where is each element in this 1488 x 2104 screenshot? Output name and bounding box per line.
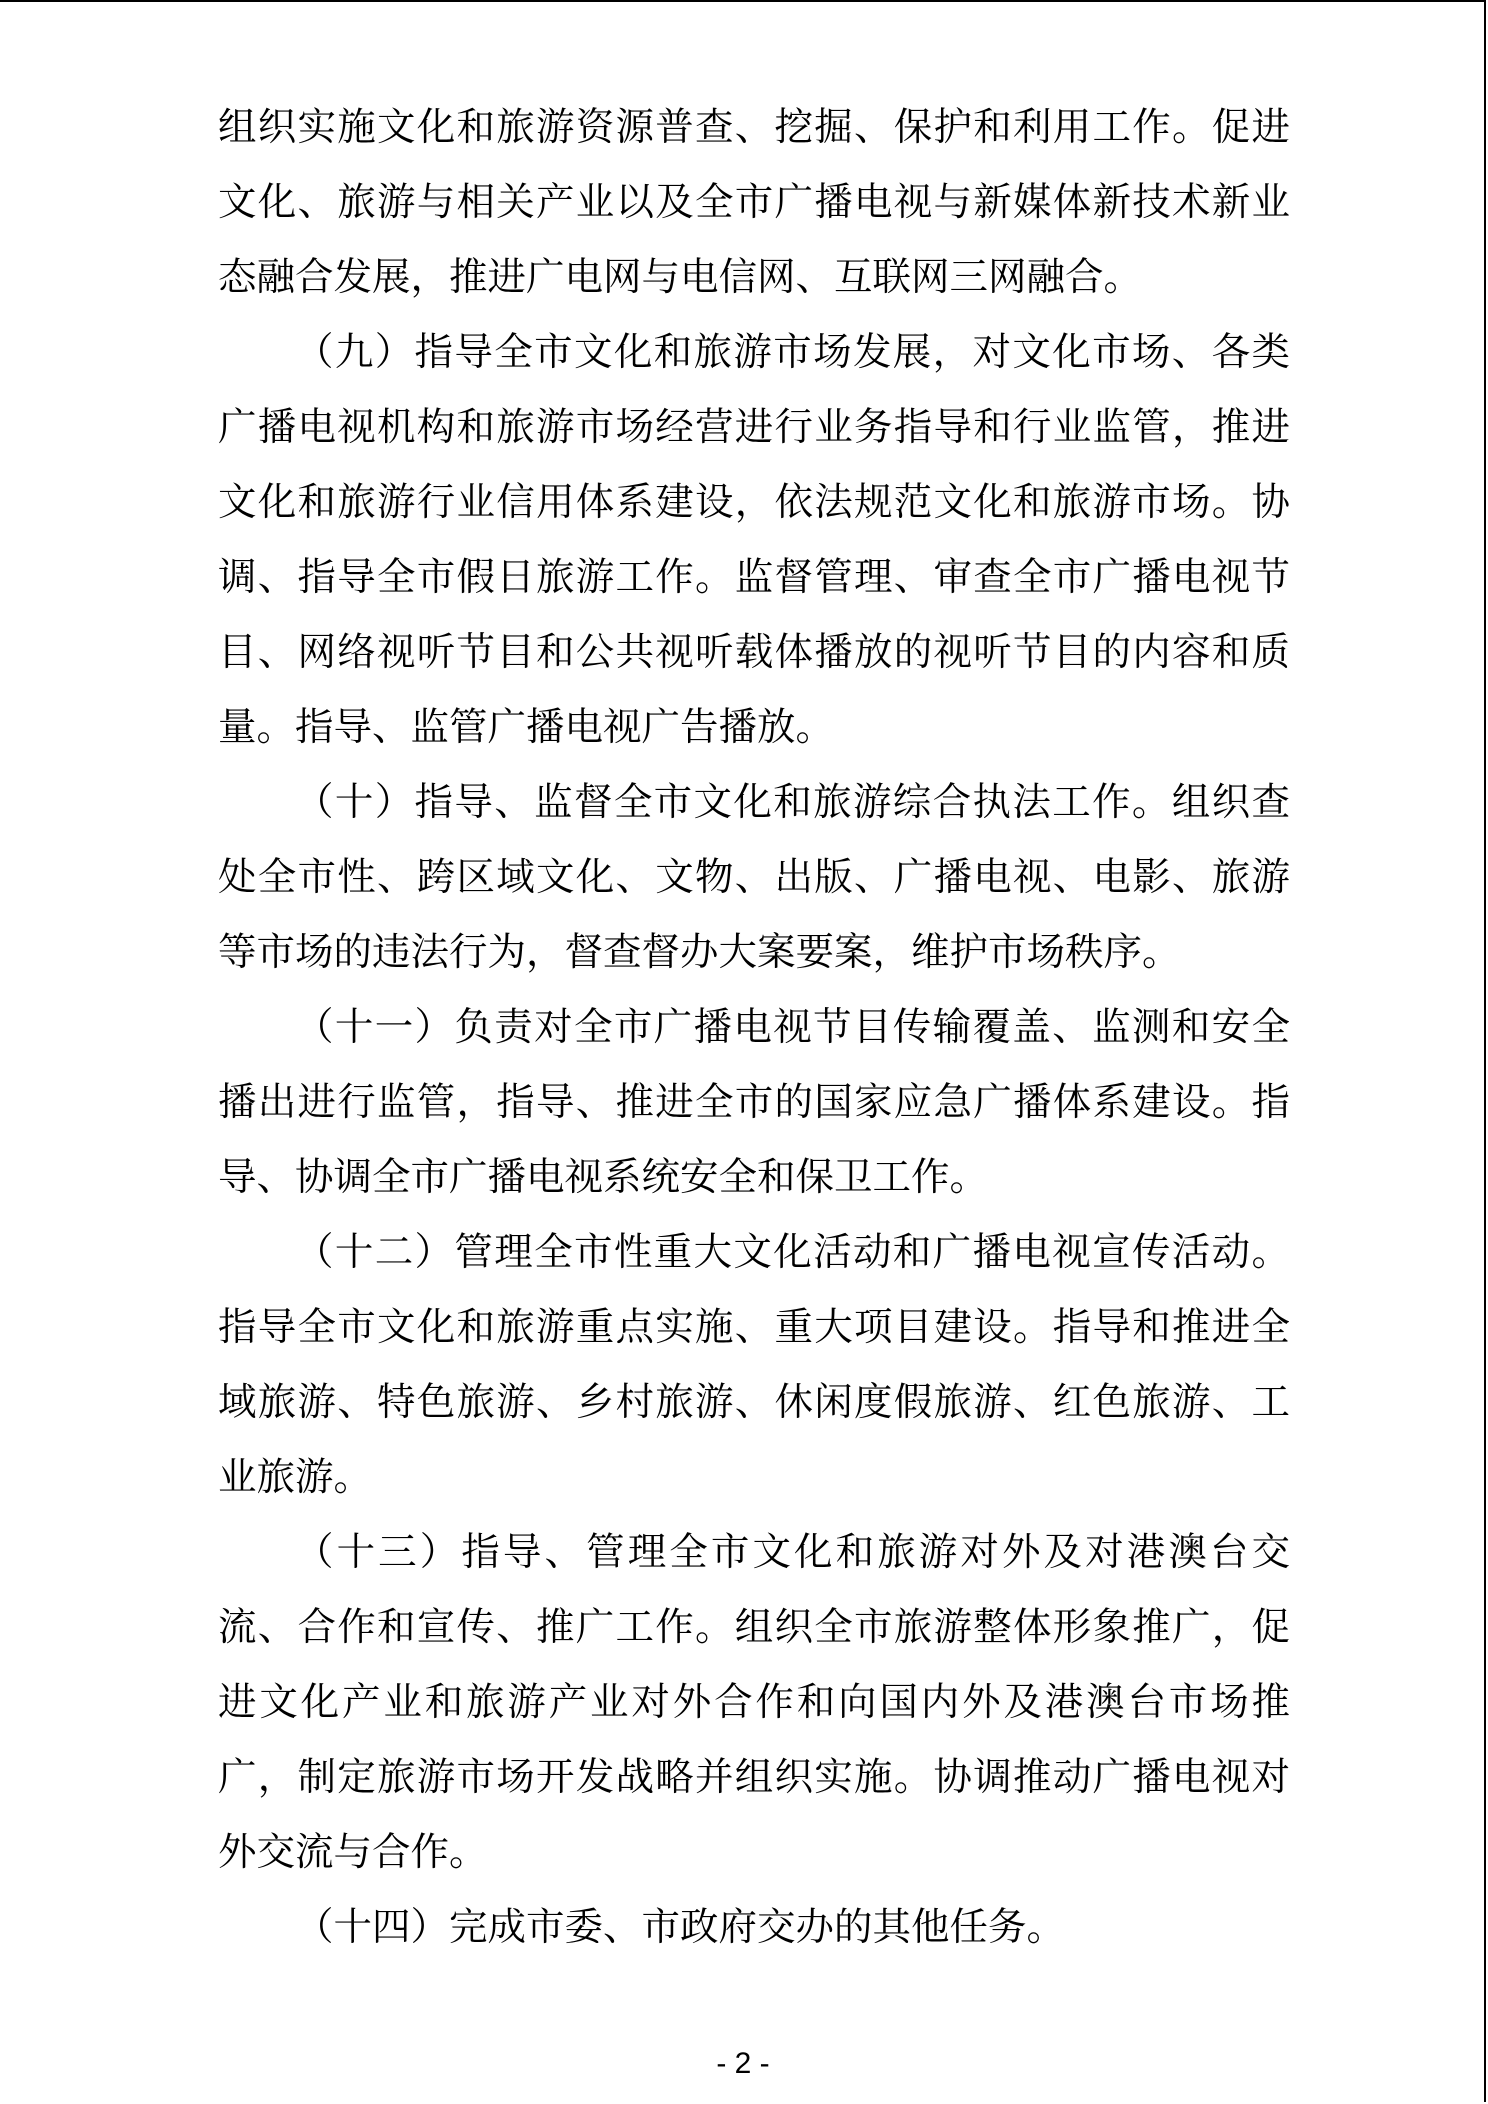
paragraph-continuation: 组织实施文化和旅游资源普查、挖掘、保护和利用工作。促进文化、旅游与相关产业以及全市广播电视与新媒体新技术新业态融合发展，推进广电网与电信网、互联网三网融合。 — [218, 105, 1290, 300]
paragraph-item-11: （十一）负责对全市广播电视节目传输覆盖、监测和安全播出进行监管，指导、推进全市的国家应急广播体系建设。指导、协调全市广播电视系统安全和保卫工作。 — [218, 1005, 1290, 1200]
paragraph-item-12: （十二）管理全市性重大文化活动和广播电视宣传活动。指导全市文化和旅游重点实施、重大项目建设。指导和推进全域旅游、特色旅游、乡村旅游、休闲度假旅游、红色旅游、工业旅游。 — [218, 1230, 1290, 1500]
paragraph-item-10: （十）指导、监督全市文化和旅游综合执法工作。组织查处全市性、跨区域文化、文物、出版、广播电视、电影、旅游等市场的违法行为，督查督办大案要案，维护市场秩序。 — [218, 780, 1290, 975]
paragraph-item-13: （十三）指导、管理全市文化和旅游对外及对港澳台交流、合作和宣传、推广工作。组织全市旅游整体形象推广，促进文化产业和旅游产业对外合作和向国内外及港澳台市场推广，制定旅游市场开发战略并组织实施。协调推动广播电视对外交流与合作。 — [218, 1530, 1290, 1875]
page-number: - 2 - — [716, 2047, 770, 2080]
document-body — [218, 90, 1290, 1965]
paragraph-item-9: （九）指导全市文化和旅游市场发展，对文化市场、各类广播电视机构和旅游市场经营进行业务指导和行业监管，推进文化和旅游行业信用体系建设，依法规范文化和旅游市场。协调、指导全市假日旅游工作。监督管理、审查全市广播电视节目、网络视听节目和公共视听载体播放的视听节目的内容和质量。指导、监管广播电视广告播放。 — [218, 330, 1290, 750]
paragraph-item-14: （十四）完成市委、市政府交办的其他任务。 — [295, 1905, 1066, 1950]
